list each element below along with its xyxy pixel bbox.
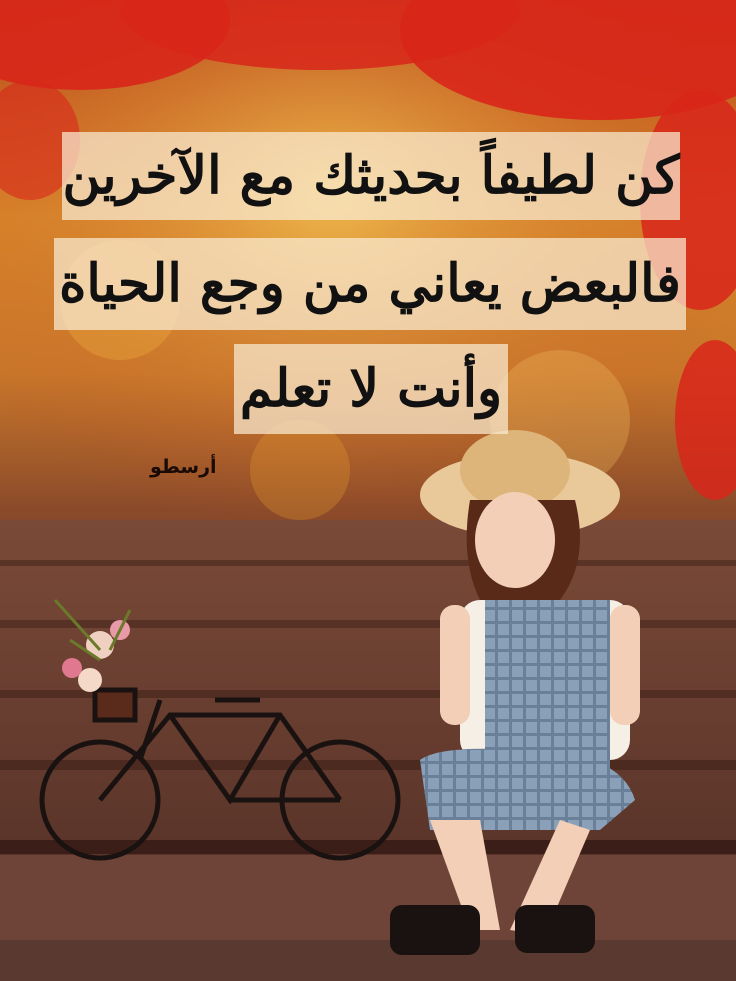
quote-line-2: فالبعض يعاني من وجع الحياة xyxy=(54,238,686,330)
author-credit: أرسطو xyxy=(150,456,217,478)
quote-line-1: كن لطيفاً بحديثك مع الآخرين xyxy=(62,132,680,220)
quote-line-3: وأنت لا تعلم xyxy=(234,344,508,434)
